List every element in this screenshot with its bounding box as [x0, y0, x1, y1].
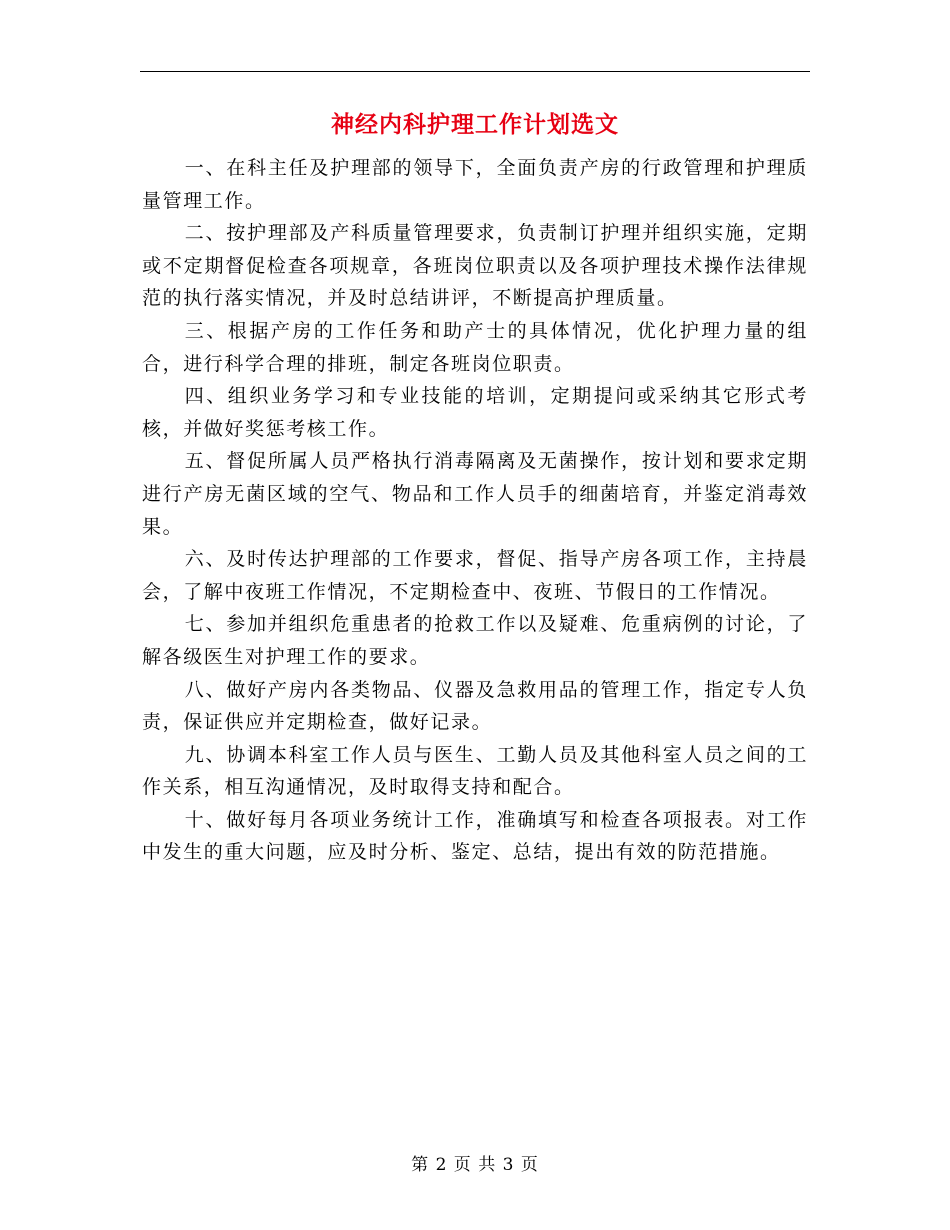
paragraph-7: 七、参加并组织危重患者的抢救工作以及疑难、危重病例的讨论，了解各级医生对护理工作的要求。	[142, 613, 808, 668]
document-title: 神经内科护理工作计划选文	[331, 111, 619, 138]
paragraph-3: 三、根据产房的工作任务和助产士的具体情况，优化护理力量的组合，进行科学合理的排班，制定各班岗位职责。	[142, 319, 808, 375]
paragraph-4: 四、组织业务学习和专业技能的培训，定期提问或采纳其它形式考核，并做好奖惩考核工作。	[142, 385, 808, 440]
paragraph-6: 六、及时传达护理部的工作要求，督促、指导产房各项工作，主持晨会，了解中夜班工作情况，不定期检查中、夜班、节假日的工作情况。	[142, 548, 808, 603]
page-number: 第 2 页 共 3 页	[411, 1155, 539, 1175]
paragraph-8: 八、做好产房内各类物品、仪器及急救用品的管理工作，指定专人负责，保证供应并定期检查，做好记录。	[142, 678, 808, 734]
paragraph-10: 十、做好每月各项业务统计工作，准确填写和检查各项报表。对工作中发生的重大问题，应及时分析、鉴定、总结，提出有效的防范措施。	[142, 808, 808, 864]
paragraph-1: 一、在科主任及护理部的领导下，全面负责产房的行政管理和护理质量管理工作。	[142, 157, 808, 212]
paragraph-9: 九、协调本科室工作人员与医生、工勤人员及其他科室人员之间的工作关系，相互沟通情况，及时取得支持和配合。	[142, 743, 808, 799]
paragraph-5: 五、督促所属人员严格执行消毒隔离及无菌操作，按计划和要求定期进行产房无菌区域的空气、物品和工作人员手的细菌培育，并鉴定消毒效果。	[142, 450, 808, 538]
header-rule	[140, 71, 810, 72]
document-body	[142, 152, 808, 869]
paragraph-2: 二、按护理部及产科质量管理要求，负责制订护理并组织实施，定期或不定期督促检查各项规章，各班岗位职责以及各项护理技术操作法律规范的执行落实情况，并及时总结讲评，不断提高护理质量。	[142, 222, 808, 310]
